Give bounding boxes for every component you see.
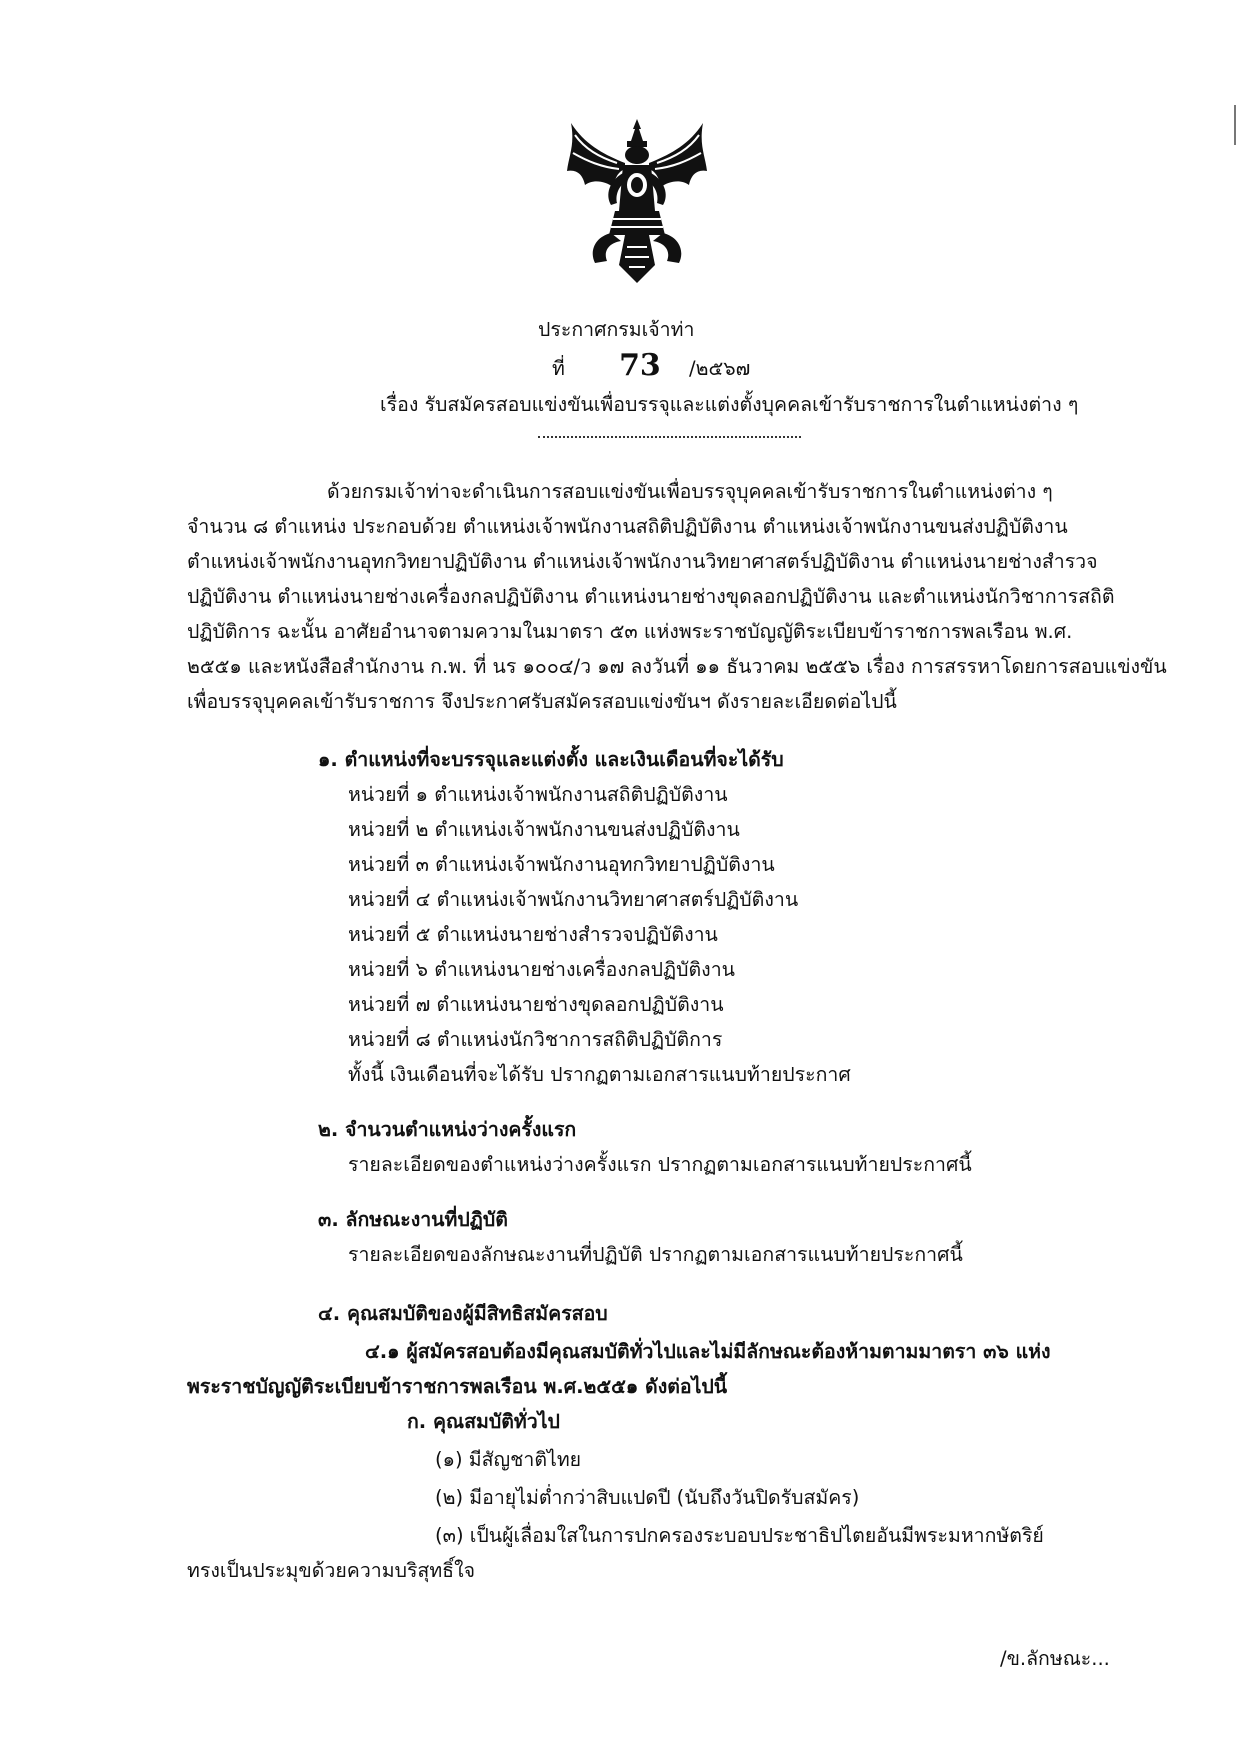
qualification-item-continued: ทรงเป็นประมุขด้วยความบริสุทธิ์ใจ (187, 1559, 476, 1582)
qualification-item: (๑) มีสัญชาติไทย (435, 1448, 582, 1471)
scan-edge-mark (1234, 105, 1236, 145)
unit-item: หน่วยที่ ๓ ตำแหน่งเจ้าพนักงานอุทกวิทยาปฏิบัติงาน (348, 853, 775, 876)
section-1-heading: ๑. ตำแหน่งที่จะบรรจุและแต่งตั้ง และเงินเดือนที่จะได้รับ (318, 748, 784, 771)
intro-line: ตำแหน่งเจ้าพนักงานอุทกวิทยาปฏิบัติงาน ตำแหน่งเจ้าพนักงานวิทยาศาสตร์ปฏิบัติงาน ตำแหน่งนายช่างสำรวจ (187, 550, 1098, 573)
general-qualifications-heading: ก. คุณสมบัติทั่วไป (407, 1410, 560, 1433)
unit-item: หน่วยที่ ๕ ตำแหน่งนายช่างสำรวจปฏิบัติงาน (348, 923, 718, 946)
subject-line: เรื่อง รับสมัครสอบแข่งขันเพื่อบรรจุและแต่งตั้งบุคคลเข้ารับราชการในตำแหน่งต่าง ๆ (380, 393, 1079, 416)
qualification-item: (๒) มีอายุไม่ต่ำกว่าสิบแปดปี (นับถึงวันปิดรับสมัคร) (435, 1486, 860, 1509)
salary-note: ทั้งนี้ เงินเดือนที่จะได้รับ ปรากฏตามเอกสารแนบท้ายประกาศ (348, 1063, 851, 1086)
announcement-number: 73 (619, 348, 661, 383)
intro-line: ๒๕๕๑ และหนังสือสำนักงาน ก.พ. ที่ นร ๑๐๐๔/ว ๑๗ ลงวันที่ ๑๑ ธันวาคม ๒๕๕๖ เรื่อง การสรรหาโดยการสอบแข่งขัน (187, 655, 1167, 678)
section-4-1-line: ๔.๑ ผู้สมัครสอบต้องมีคุณสมบัติทั่วไปและไม่มีลักษณะต้องห้ามตามมาตรา ๓๖ แห่ง (365, 1340, 1051, 1363)
section-2-text: รายละเอียดของตำแหน่งว่างครั้งแรก ปรากฏตามเอกสารแนบท้ายประกาศนี้ (348, 1153, 972, 1176)
section-3-heading: ๓. ลักษณะงานที่ปฏิบัติ (318, 1208, 508, 1231)
announcement-number-row (552, 348, 750, 384)
intro-line: เพื่อบรรจุบุคคลเข้ารับราชการ จึงประกาศรับสมัครสอบแข่งขันฯ ดังรายละเอียดต่อไปนี้ (187, 690, 897, 713)
unit-item: หน่วยที่ ๒ ตำแหน่งเจ้าพนักงานขนส่งปฏิบัติงาน (348, 818, 740, 841)
number-label: ที่ (552, 357, 565, 380)
unit-item: หน่วยที่ ๘ ตำแหน่งนักวิชาการสถิติปฏิบัติการ (348, 1028, 723, 1051)
agency-announcement: ประกาศกรมเจ้าท่า (538, 318, 695, 341)
unit-item: หน่วยที่ ๑ ตำแหน่งเจ้าพนักงานสถิติปฏิบัติงาน (348, 783, 728, 806)
intro-line: จำนวน ๘ ตำแหน่ง ประกอบด้วย ตำแหน่งเจ้าพนักงานสถิติปฏิบัติงาน ตำแหน่งเจ้าพนักงานขนส่งปฏิบัติงาน (187, 515, 1068, 538)
subject-divider (538, 436, 801, 438)
section-2-heading: ๒. จำนวนตำแหน่งว่างครั้งแรก (318, 1118, 577, 1141)
unit-item: หน่วยที่ ๔ ตำแหน่งเจ้าพนักงานวิทยาศาสตร์ปฏิบัติงาน (348, 888, 799, 911)
qualification-item: (๓) เป็นผู้เลื่อมใสในการปกครองระบอบประชาธิปไตยอันมีพระมหากษัตริย์ (435, 1524, 1044, 1547)
intro-line: ปฏิบัติงาน ตำแหน่งนายช่างเครื่องกลปฏิบัติงาน ตำแหน่งนายช่างขุดลอกปฏิบัติงาน และตำแหน่งนักวิชาการสถิติ (187, 585, 1115, 608)
unit-item: หน่วยที่ ๖ ตำแหน่งนายช่างเครื่องกลปฏิบัติงาน (348, 958, 735, 981)
unit-item: หน่วยที่ ๗ ตำแหน่งนายช่างขุดลอกปฏิบัติงาน (348, 993, 724, 1016)
intro-line: ปฏิบัติการ ฉะนั้น อาศัยอำนาจตามความในมาตรา ๕๓ แห่งพระราชบัญญัติระเบียบข้าราชการพลเรือน พ.ศ. (187, 620, 1073, 643)
announcement-year: /๒๕๖๗ (689, 357, 751, 380)
section-3-text: รายละเอียดของลักษณะงานที่ปฏิบัติ ปรากฏตามเอกสารแนบท้ายประกาศนี้ (348, 1243, 963, 1266)
section-4-1-line: พระราชบัญญัติระเบียบข้าราชการพลเรือน พ.ศ.๒๕๕๑ ดังต่อไปนี้ (187, 1375, 728, 1398)
garuda-emblem-icon (565, 115, 710, 285)
intro-line: ด้วยกรมเจ้าท่าจะดำเนินการสอบแข่งขันเพื่อบรรจุบุคคลเข้ารับราชการในตำแหน่งต่าง ๆ (327, 480, 1053, 503)
section-4-heading: ๔. คุณสมบัติของผู้มีสิทธิสมัครสอบ (318, 1302, 608, 1325)
continued-marker: /ข.ลักษณะ... (1000, 1647, 1110, 1670)
